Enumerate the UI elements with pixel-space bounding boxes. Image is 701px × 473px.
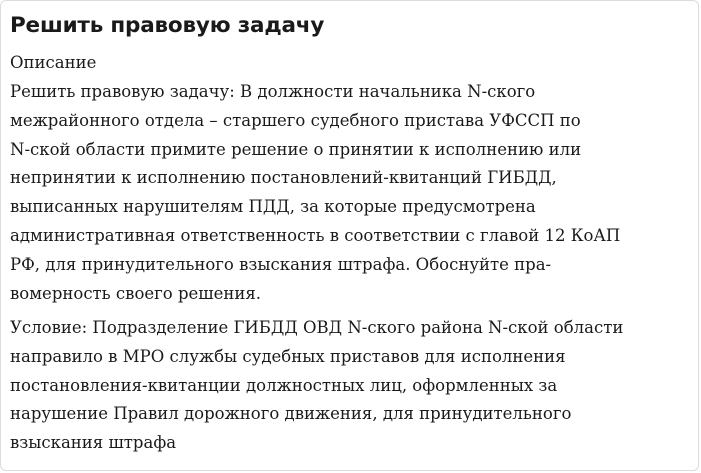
text-line: Решить правовую задачу: В должности начальника N-ского — [10, 82, 536, 101]
text-line: взыскания штрафа — [10, 433, 177, 453]
text-line: Условие: Подразделение ГИБДД ОВД N-ского района N-ской области — [10, 318, 624, 337]
text-line: непринятии к исполнению постановлений-квитанций ГИБДД, — [10, 168, 557, 188]
text-line: РФ, для принудительного взыскания штрафа. Обоснуйте пра- — [10, 254, 552, 274]
text-line: нарушение Правил дорожного движения, для принудительного — [10, 404, 572, 424]
task-description — [10, 78, 620, 308]
text-line: административная ответственность в соответствии с главой 12 КоАП — [10, 225, 621, 245]
text-line: направило в МРО службы судебных приставов для исполнения — [10, 346, 566, 366]
text-line: постановления-квитанции должностных лиц, оформленных за — [10, 375, 558, 395]
text-line: N-ской области примите решение о принятии к исполнению или — [10, 139, 582, 159]
task-condition — [10, 314, 623, 458]
text-line: межрайонного отдела – старшего судебного пристава УФССП по — [10, 110, 581, 130]
description-label: Описание — [10, 53, 97, 72]
text-line: вомерность своего решения. — [10, 283, 262, 303]
page-title: Решить правовую задачу — [10, 13, 325, 38]
text-line: выписанных нарушителям ПДД, за которые предусмотрена — [10, 197, 536, 217]
